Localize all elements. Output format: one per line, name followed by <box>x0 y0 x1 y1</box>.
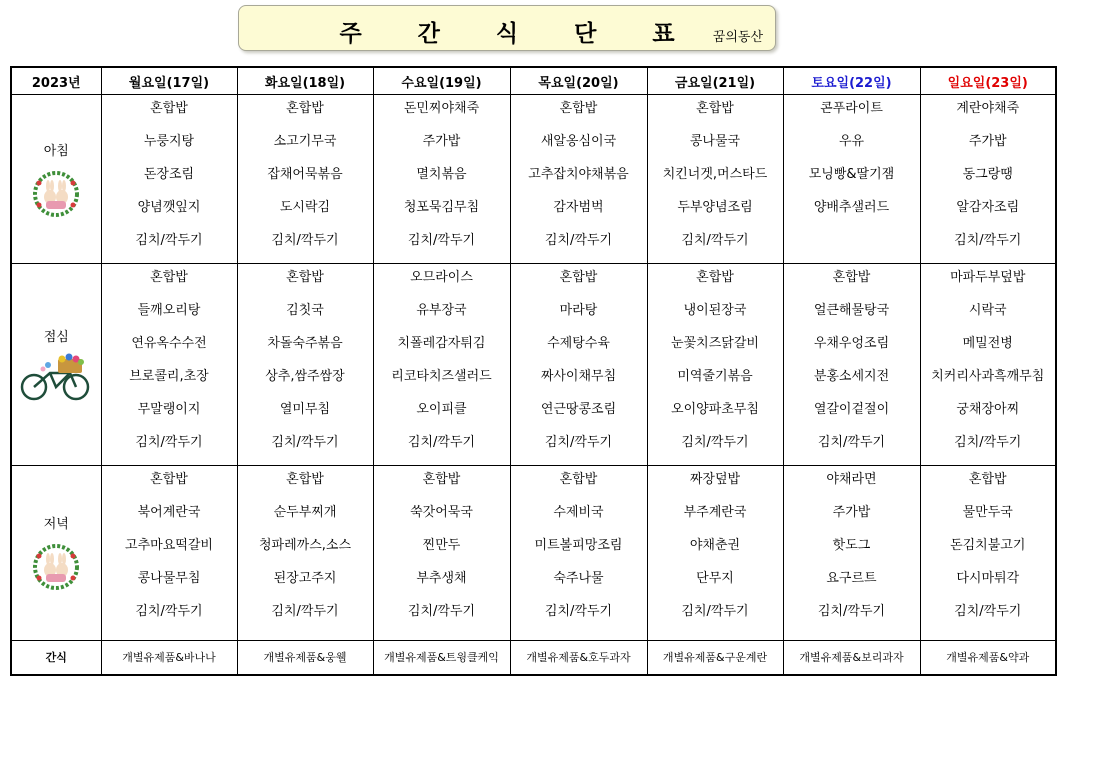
meal-row-breakfast <box>11 95 1056 264</box>
snack-item: 개별유제품&약과 <box>920 640 1056 675</box>
menu-cell <box>510 465 647 640</box>
meal-label-cell <box>11 95 101 264</box>
menu-item: 야채라면 <box>826 471 877 487</box>
day-header: 화요일(18일) <box>237 67 373 95</box>
menu-item: 혼합밥 <box>286 270 324 286</box>
menu-item: 김치/깍두기 <box>135 435 203 451</box>
menu-item: 유부장국 <box>416 303 467 319</box>
bunny-wreath-icon <box>31 165 81 219</box>
menu-item: 우채우엉조림 <box>813 336 890 352</box>
page-subtitle: 꿈의동산 <box>712 30 763 45</box>
meal-label: 아침 <box>43 143 69 159</box>
menu-item: 계란야채죽 <box>956 101 1020 116</box>
menu-item: 돈김치불고기 <box>950 537 1026 553</box>
year-header: 2023년 <box>11 67 101 95</box>
menu-cell <box>373 465 510 640</box>
menu-item: 부주계란국 <box>683 504 747 520</box>
menu-item: 김치/깍두기 <box>954 435 1022 451</box>
menu-cell <box>510 95 647 264</box>
menu-item: 새알옹심이국 <box>540 134 617 149</box>
menu-item: 도시락김 <box>279 200 331 215</box>
day-header: 금요일(21일) <box>647 67 783 95</box>
menu-cell <box>783 264 920 465</box>
meal-label-cell <box>11 264 101 465</box>
menu-item: 모닝빵&딸기잼 <box>808 167 895 182</box>
menu-cell <box>373 95 510 264</box>
menu-item: 북어계란국 <box>137 504 201 520</box>
menu-item: 궁채장아찌 <box>956 402 1020 418</box>
menu-item: 물만두국 <box>962 504 1013 520</box>
menu-cell <box>101 95 237 264</box>
menu-item: 얼큰해물탕국 <box>813 303 890 319</box>
menu-item: 마라탕 <box>559 303 598 319</box>
menu-item: 소고기무국 <box>273 134 337 149</box>
menu-item: 두부양념조림 <box>677 200 753 215</box>
menu-item: 멸치볶음 <box>416 167 467 182</box>
snack-item: 개별유제품&호두과자 <box>510 640 647 675</box>
menu-item: 순두부찌개 <box>273 504 337 520</box>
menu-item: 양배추샐러드 <box>813 200 890 215</box>
menu-item: 우유 <box>838 134 865 149</box>
menu-item: 혼합밥 <box>150 270 188 286</box>
menu-item: 짜장덮밥 <box>689 471 741 487</box>
menu-cell <box>237 264 373 465</box>
menu-cell <box>101 465 237 640</box>
menu-cell <box>237 95 373 264</box>
menu-item: 고추마요떡갈비 <box>125 537 213 553</box>
menu-item: 김치/깍두기 <box>544 603 613 619</box>
menu-item: 김치/깍두기 <box>407 233 476 248</box>
menu-item: 혼합밥 <box>696 270 734 286</box>
menu-item: 콩나물무침 <box>137 570 201 586</box>
menu-item: 잡채어묵볶음 <box>267 167 343 182</box>
menu-item <box>784 227 920 260</box>
menu-item: 콘푸라이트 <box>820 101 883 116</box>
menu-item: 오이양파초무침 <box>671 402 759 418</box>
menu-item: 오이피클 <box>416 402 467 418</box>
menu-item: 된장고주지 <box>273 570 337 586</box>
menu-item: 혼합밥 <box>150 101 188 116</box>
menu-cell <box>920 264 1056 465</box>
menu-item: 주가밥 <box>422 134 461 149</box>
menu-item: 차돌숙주볶음 <box>267 336 343 352</box>
flower-bicycle-icon <box>20 351 92 403</box>
meal-row-dinner <box>11 465 1056 640</box>
menu-cell <box>783 465 920 640</box>
menu-item: 연근땅콩조림 <box>540 402 617 418</box>
menu-item: 김칫국 <box>286 303 324 319</box>
menu-item: 김치/깍두기 <box>681 603 749 619</box>
menu-item: 김치/깍두기 <box>407 435 476 451</box>
menu-item: 김치/깍두기 <box>544 435 613 451</box>
menu-item: 치킨너겟,머스타드 <box>662 167 768 182</box>
menu-item: 동그랑땡 <box>962 167 1013 182</box>
menu-cell <box>647 95 783 264</box>
menu-item: 누룽지탕 <box>143 134 195 149</box>
menu-item: 냉이된장국 <box>683 303 747 319</box>
menu-cell <box>647 264 783 465</box>
menu-item: 돈장조림 <box>143 167 195 182</box>
menu-item: 주가밥 <box>832 504 871 520</box>
meal-row-lunch <box>11 264 1056 465</box>
menu-item: 야채춘권 <box>689 537 741 553</box>
menu-item: 콩나물국 <box>689 134 741 149</box>
snack-item: 개별유제품&웅웰 <box>237 640 373 675</box>
meal-label: 점심 <box>43 329 69 345</box>
menu-item: 요구르트 <box>826 570 877 586</box>
menu-item: 김치/깍두기 <box>817 603 886 619</box>
snack-item: 개별유제품&구운계란 <box>647 640 783 675</box>
meal-label-cell <box>11 465 101 640</box>
menu-item: 메밀전병 <box>962 336 1013 352</box>
menu-item: 찐만두 <box>422 537 461 553</box>
menu-item: 혼합밥 <box>286 471 324 487</box>
menu-item: 혼합밥 <box>559 471 598 487</box>
snack-item: 개별유제품&바나나 <box>101 640 237 675</box>
meal-label: 저녁 <box>43 517 69 533</box>
menu-item: 상추,쌈주쌈장 <box>265 369 345 385</box>
menu-item: 김치/깍두기 <box>817 435 886 451</box>
menu-item: 김치/깍두기 <box>681 435 749 451</box>
snack-item: 개별유제품&보리과자 <box>783 640 920 675</box>
day-header: 수요일(19일) <box>373 67 510 95</box>
header-row <box>11 67 1056 95</box>
menu-item: 치폴레감자튀김 <box>397 336 486 352</box>
menu-item: 김치/깍두기 <box>271 603 339 619</box>
weekly-menu-table <box>10 66 1057 676</box>
menu-item: 감자범벅 <box>553 200 604 215</box>
day-header-sunday: 일요일(23일) <box>920 67 1056 95</box>
menu-item: 쑥갓어묵국 <box>410 504 473 520</box>
menu-item: 돈민찌야채죽 <box>403 101 480 116</box>
menu-item: 치커리사과흑깨무침 <box>931 369 1045 385</box>
menu-item: 혼합밥 <box>696 101 734 116</box>
title-box <box>238 5 776 51</box>
menu-item: 연유옥수수전 <box>131 336 207 352</box>
menu-cell <box>647 465 783 640</box>
snack-row <box>11 640 1056 675</box>
menu-item: 미역줄기볶음 <box>677 369 753 385</box>
menu-item: 혼합밥 <box>150 471 188 487</box>
menu-item: 혼합밥 <box>559 101 598 116</box>
menu-cell <box>783 95 920 264</box>
menu-item: 알감자조림 <box>956 200 1020 215</box>
menu-item: 단무지 <box>696 570 734 586</box>
menu-item: 짜사이채무침 <box>540 369 617 385</box>
menu-cell <box>920 465 1056 640</box>
menu-item: 김치/깍두기 <box>681 233 749 248</box>
menu-cell <box>510 264 647 465</box>
menu-item: 오므라이스 <box>410 270 473 286</box>
menu-item: 양념깻잎지 <box>137 200 201 215</box>
menu-item: 들깨오리탕 <box>137 303 201 319</box>
day-header: 목요일(20일) <box>510 67 647 95</box>
menu-item: 리코타치즈샐러드 <box>391 369 492 385</box>
menu-item: 김치/깍두기 <box>954 603 1022 619</box>
bunny-wreath-icon <box>31 538 81 592</box>
menu-item: 무말랭이지 <box>137 402 201 418</box>
menu-item: 열갈이겉절이 <box>813 402 890 418</box>
menu-item: 혼합밥 <box>559 270 598 286</box>
menu-item: 주가밥 <box>968 134 1007 149</box>
menu-cell <box>101 264 237 465</box>
menu-item: 김치/깍두기 <box>544 233 613 248</box>
menu-item: 다시마튀각 <box>956 570 1020 586</box>
day-header: 월요일(17일) <box>101 67 237 95</box>
menu-item: 김치/깍두기 <box>135 233 203 248</box>
menu-item: 혼합밥 <box>832 270 871 286</box>
page-title: 주 간 식 단 표 <box>339 21 699 47</box>
menu-item: 김치/깍두기 <box>271 435 339 451</box>
menu-cell <box>373 264 510 465</box>
menu-item: 혼합밥 <box>422 471 461 487</box>
menu-item: 청파레까스,소스 <box>258 537 352 553</box>
menu-item: 수제비국 <box>553 504 604 520</box>
menu-item: 김치/깍두기 <box>135 603 203 619</box>
menu-item: 마파두부덮밥 <box>950 270 1026 286</box>
menu-item: 시락국 <box>968 303 1007 319</box>
menu-item: 김치/깍두기 <box>407 603 476 619</box>
menu-item: 브로콜리,초장 <box>129 369 209 385</box>
menu-item: 열미무침 <box>279 402 331 418</box>
menu-item: 혼합밥 <box>968 471 1007 487</box>
menu-cell <box>920 95 1056 264</box>
menu-item: 고추잡치야채볶음 <box>528 167 629 182</box>
menu-item: 청포묵김무침 <box>403 200 480 215</box>
menu-item: 눈꽃치즈닭갈비 <box>671 336 759 352</box>
menu-item: 부추생채 <box>416 570 467 586</box>
snack-label: 간식 <box>11 640 101 675</box>
menu-cell <box>237 465 373 640</box>
menu-item: 혼합밥 <box>286 101 324 116</box>
menu-item: 수제탕수육 <box>547 336 610 352</box>
menu-item: 김치/깍두기 <box>271 233 339 248</box>
menu-item: 핫도그 <box>832 537 871 553</box>
day-header-saturday: 토요일(22일) <box>783 67 920 95</box>
snack-item: 개별유제품&트윙클케익 <box>373 640 510 675</box>
menu-item: 김치/깍두기 <box>954 233 1022 248</box>
menu-item: 숙주나물 <box>553 570 604 586</box>
menu-item: 미트볼피망조림 <box>534 537 623 553</box>
menu-item: 분홍소세지전 <box>813 369 890 385</box>
